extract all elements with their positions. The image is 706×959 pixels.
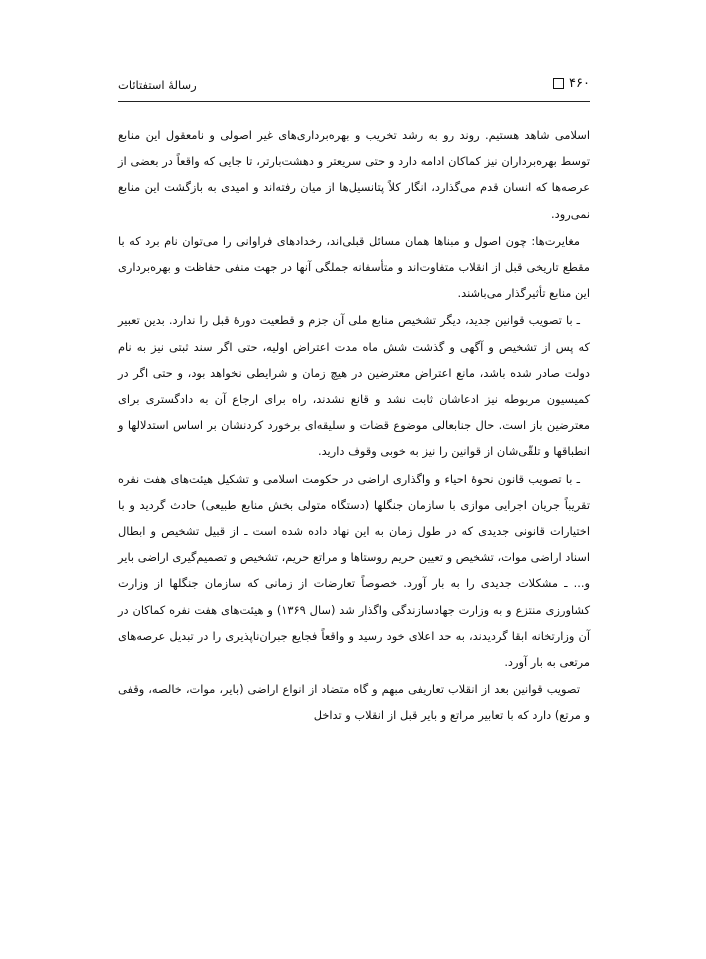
paragraph: تصویب قوانین بعد از انقلاب تعاریفی مبهم و گاه متضاد از انواع اراضی (بایر، موات، خالصه، وقفی و مرتع) دارد که با تعابیر مراتع و بایر قبل از انقلاب و تداخل	[118, 682, 590, 723]
paragraph: ـ با تصویب قانون نحوهٔ احیاء و واگذاری اراضی در حکومت اسلامی و تشکیل هیئت‌های هفت نفره تقریباً جریان اجرایی موازی با سازمان جنگلها (دستگاه متولی بخش منابع طبیعی) حادث گردید و با اختیارات قانونی جدیدی که در طول زمان به این نهاد داده شده است ـ از قبیل تشخیص و ابطال اسناد اراضی موات، تشخیص و تعیین حریم روستاها و مراتع حریم، تشخیص و تصمیم‌گیری اراضی بایر و... ـ مشکلات جدیدی را به بار آورد. خصوصاً تعارضات از زمانی که سازمان جنگلها از وزارت کشاورزی منتزع و به وزارت جهادسازندگی واگذار شد (سال ۱۳۶۹) و هیئت‌های هفت نفره کماکان در آن وزارتخانه ابقا گردیدند، به حد اعلای خود رسید و واقعاً فجایع جبران‌ناپذیری را در تبدیل عرصه‌های مرتعی به بار آورد.	[118, 471, 590, 670]
paragraph: ـ با تصویب قوانین جدید، دیگر تشخیص منابع ملی آن جزم و قطعیت دورهٔ قبل را ندارد. بدین تعبیر که پس از تشخیص و آگهی و گذشت شش ماه مدت اعتراض اولیه، حتی اگر سند ثبتی نیز به نام دولت صادر شده باشد، مانع اعتراض معترضین در هیچ زمان و شرایطی نخواهد بود، و حتی اگر در کمیسیون مربوطه نیز ادعاشان ثابت نشد و قانع نشدند، راه برای ارجاع آن به دادگستری برای معترضین باز است. حال جنابعالی موضوع قضات و سلیقه‌ای برخورد کردنشان بر اساس استدلالها و انطباقها و تلقّی‌شان از قوانین را نیز به خوبی وقوف دارید.	[118, 313, 590, 459]
square-bullet-icon	[553, 78, 564, 89]
paragraph: مغایرت‌ها: چون اصول و مبناها همان مسائل قبلی‌اند، رخدادهای فراوانی را می‌توان نام برد که با مقطع تاریخی قبل از انقلاب متفاوت‌اند و متأسفانه جملگی آنها در جهت منفی حفاظت و بهره‌برداری این منابع تأثیرگذار می‌باشند.	[118, 233, 590, 301]
page-header	[118, 76, 590, 98]
page-number: ۴۶۰	[569, 76, 590, 91]
body-text	[118, 122, 590, 730]
header-rule	[118, 101, 590, 102]
page-number-block	[553, 76, 590, 91]
running-title: رسالهٔ استفتائات	[118, 78, 197, 92]
paragraph: اسلامی شاهد هستیم. روند رو به رشد تخریب و بهره‌برداری‌های غیر اصولی و نامعقول این منابع توسط بهره‌برداران نیز کماکان ادامه دارد و حتی سریعتر و دهشت‌بارتر، تا جایی که واقعاً در بعضی از عرصه‌ها که انسان قدم می‌گذارد، انگار کلاً پتانسیل‌ها از میان رفته‌اند و امیدی به بازگشت این منابع نمی‌رود.	[118, 128, 590, 221]
